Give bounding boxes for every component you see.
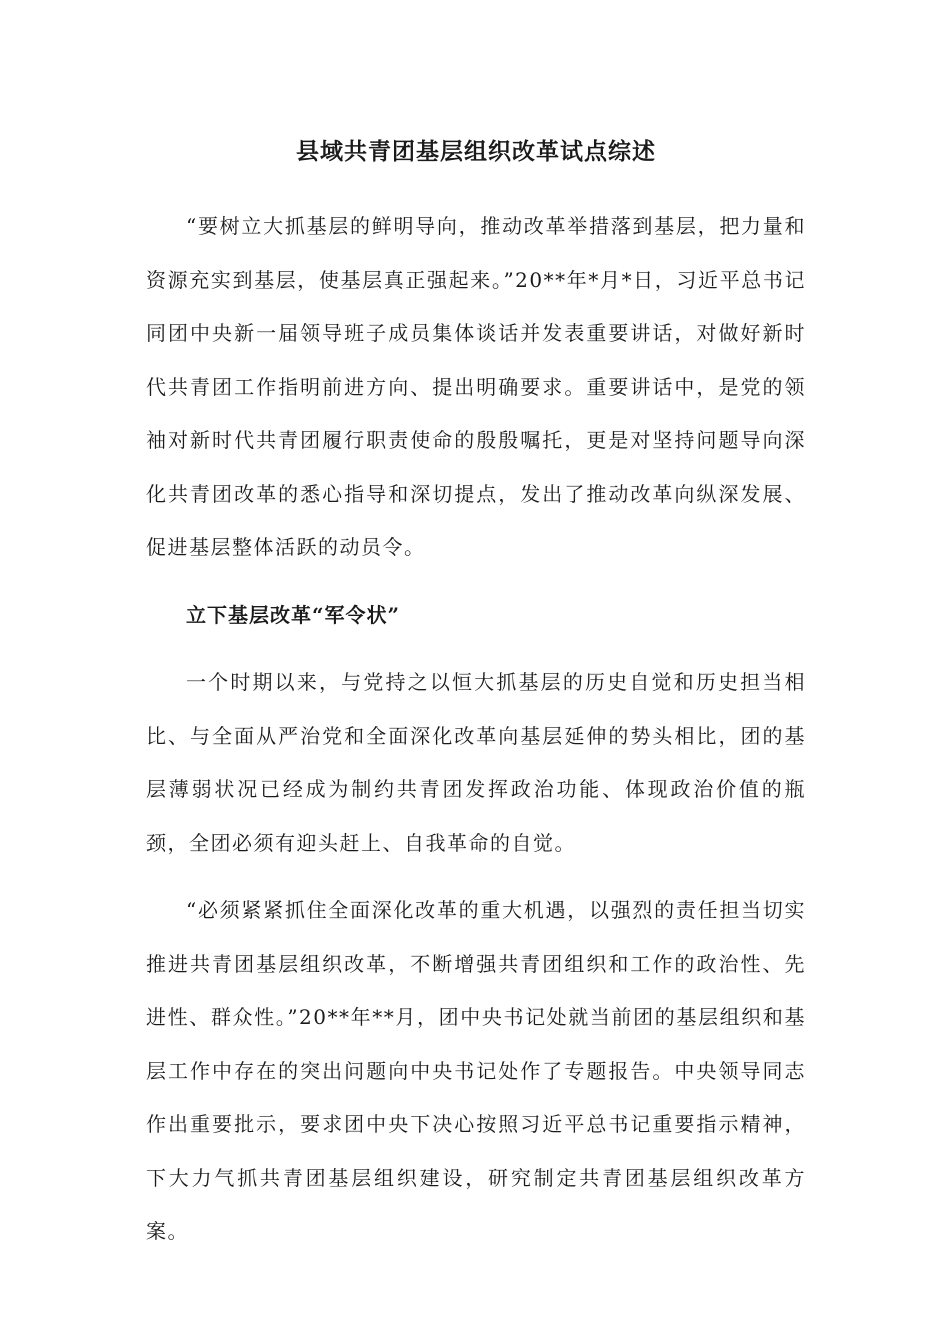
document-title: 县域共青团基层组织改革试点综述 <box>296 138 656 165</box>
paragraph-background: 一个时期以来，与党持之以恒大抓基层的历史自觉和历史担当相比、与全面从严治党和全面深化改革向基层延伸的势头相比，团的基层薄弱状况已经成为制约共青团发挥政治功能、体现政治价值的瓶颈，全团必须有迎头赶上、自我革命的自觉。 <box>146 670 806 855</box>
paragraph-intro: “要树立大抓基层的鲜明导向，推动改革举措落到基层，把力量和资源充实到基层，使基层真正强起来。”20**年*月*日，习近平总书记同团中央新一届领导班子成员集体谈话并发表重要讲话，对做好新时代共青团工作指明前进方向、提出明确要求。重要讲话中，是党的领袖对新时代共青团履行职责使命的殷殷嘱托，更是对坚持问题导向深化共青团改革的悉心指导和深切提点，发出了推动改革向纵深发展、促进基层整体活跃的动员令。 <box>146 214 806 559</box>
paragraph-report: “必须紧紧抓住全面深化改革的重大机遇，以强烈的责任担当切实推进共青团基层组织改革，不断增强共青团组织和工作的政治性、先进性、群众性。”20**年**月，团中央书记处就当前团的基层组织和基层工作中存在的突出问题向中央书记处作了专题报告。中央领导同志作出重要批示，要求团中央下决心按照习近平总书记重要指示精神，下大力气抓共青团基层组织建设，研究制定共青团基层组织改革方案。 <box>146 898 806 1243</box>
section-heading-military-order: 立下基层改革“军令状” <box>186 602 401 627</box>
document-page <box>146 130 806 1273</box>
